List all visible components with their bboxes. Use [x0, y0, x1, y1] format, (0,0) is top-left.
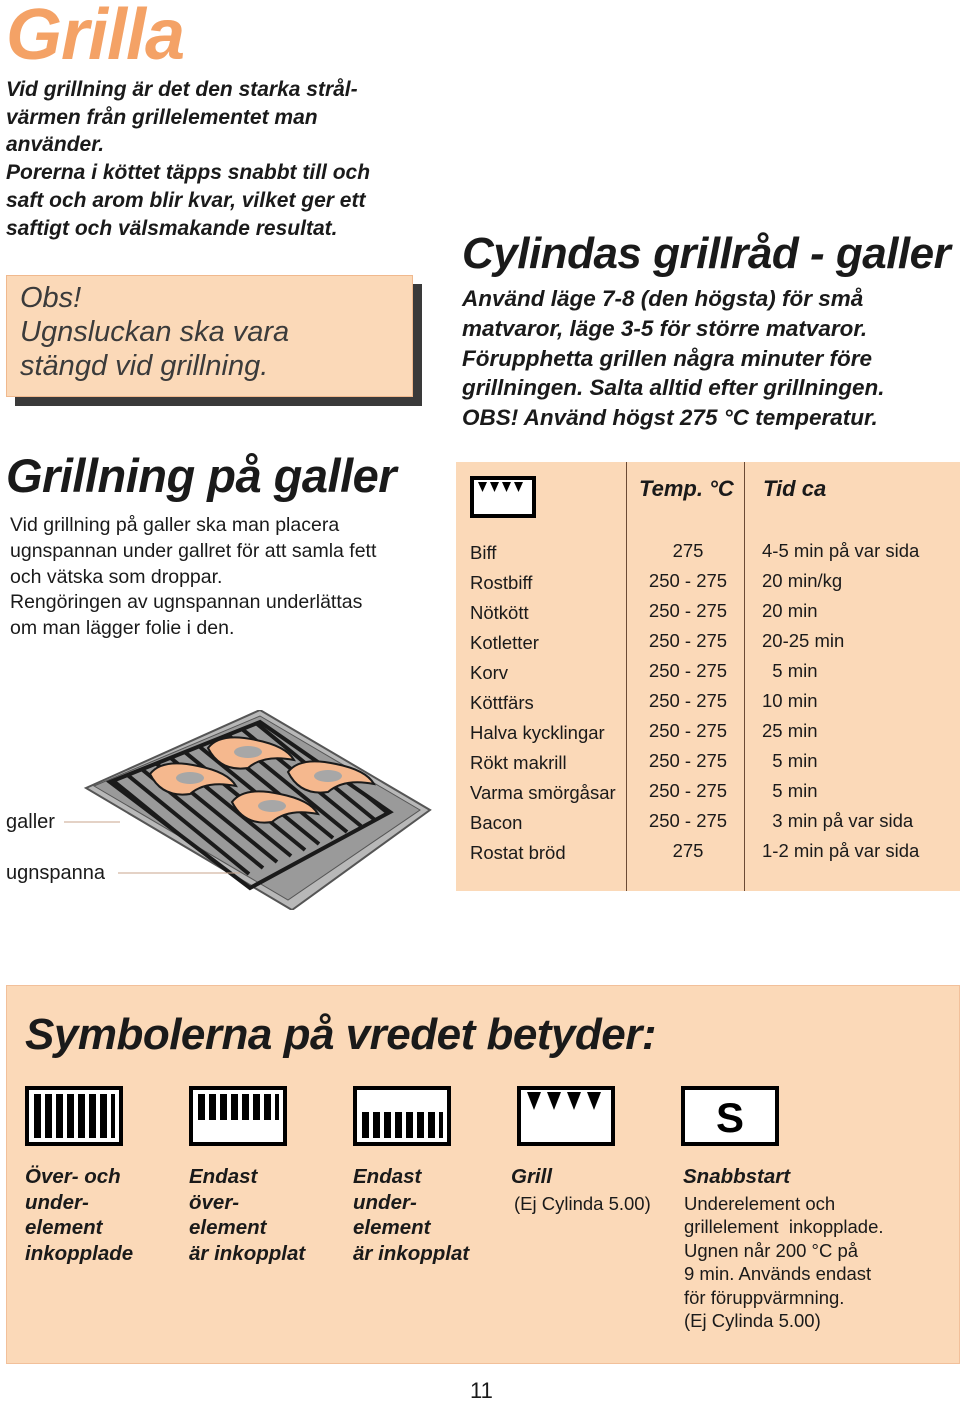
table-cell-time: 1-2 min på var sida [762, 840, 920, 861]
grill-icon [470, 476, 536, 518]
galler-line: och vätska som droppar. [10, 565, 223, 588]
table-cell-time: 20-25 min [762, 630, 845, 651]
table-cell-time: 20 min [762, 600, 818, 621]
table-cell-time: 5 min [762, 780, 818, 801]
table-cell-food: Nötkött [470, 602, 529, 623]
table-cell-food: Rökt makrill [470, 752, 567, 773]
table-cell-time: 3 min på var sida [762, 810, 914, 831]
label-ugnspanna: ugnspanna [6, 862, 105, 884]
intro-line: värmen från grillelementet man [6, 105, 318, 129]
symbol-title-line: Snabbstart [683, 1165, 791, 1188]
symbols-panel [6, 985, 960, 1364]
table-cell-food: Rostat bröd [470, 842, 566, 863]
symbol-desc-line: Ugnen når 200 °C på [684, 1239, 859, 1261]
symbol-title-line: inkopplade [25, 1241, 134, 1265]
symbol-title-line: Endast [189, 1165, 258, 1188]
table-header-temp: Temp. °C [639, 476, 734, 501]
symbol-title [189, 1164, 305, 1266]
symbol-title-line: element [353, 1216, 431, 1239]
grill-table [456, 462, 960, 891]
symbol-title [683, 1164, 790, 1190]
symbols-heading: Symbolerna på vredet betyder: [25, 1010, 657, 1059]
obs-warning-box [6, 275, 413, 397]
symbol-title-line: över- [189, 1190, 240, 1214]
obs-line: stängd vid grillning. [20, 350, 269, 382]
table-divider [626, 462, 627, 891]
cylinda-heading: Cylindas grillråd - galler [462, 229, 951, 278]
symbol-desc-line: Underelement och [684, 1193, 836, 1214]
symbol-title [353, 1164, 469, 1266]
table-cell-time: 20 min/kg [762, 570, 843, 591]
table-cell-temp: 250 - 275 [648, 780, 728, 801]
table-cell-temp: 250 - 275 [648, 660, 728, 681]
table-cell-temp: 250 - 275 [648, 600, 728, 621]
page-number: 11 [470, 1378, 493, 1403]
table-cell-food: Halva kycklingar [470, 722, 605, 743]
table-cell-temp: 250 - 275 [648, 720, 728, 741]
symbol-title-line: element [189, 1216, 267, 1239]
grill-rack-illustration [60, 710, 440, 910]
table-cell-food: Kotletter [470, 632, 539, 653]
intro-line: saftigt och välsmakande resultat. [6, 216, 338, 240]
symbol-title [25, 1164, 133, 1266]
table-cell-temp: 250 - 275 [648, 810, 728, 831]
galler-line: om man lägger folie i den. [10, 617, 235, 640]
table-cell-temp: 250 - 275 [648, 630, 728, 651]
symbol-desc-line: för föruppvärmning. [684, 1286, 845, 1308]
cylinda-line: matvaror, läge 3-5 för större matvaror. [462, 315, 868, 341]
symbol-title-line: är inkopplat [353, 1241, 470, 1265]
table-cell-time: 25 min [762, 720, 818, 741]
galler-line: ugnspannan under gallret för att samla fett [10, 539, 377, 562]
table-header-time: Tid ca [763, 476, 827, 501]
quickstart-icon [681, 1086, 779, 1146]
symbol-title [511, 1164, 552, 1190]
galler-line: Vid grillning på galler ska man placera [10, 514, 340, 536]
cylinda-line: Förupphetta grillen några minuter före [462, 345, 873, 371]
top-element-icon [189, 1086, 287, 1146]
symbol-title-line: Endast [353, 1165, 422, 1188]
symbol-title-line: under- [353, 1190, 417, 1214]
top-bottom-element-icon [25, 1086, 123, 1146]
galler-line: Rengöringen av ugnspannan underlättas [10, 591, 363, 614]
svg-text:S: S [715, 1094, 745, 1141]
intro-text [6, 76, 422, 242]
table-cell-temp: 275 [672, 840, 704, 861]
table-cell-food: Varma smörgåsar [470, 782, 616, 803]
symbol-title-line: element [25, 1216, 103, 1239]
table-cell-food: Bacon [470, 812, 523, 833]
intro-line: använder. [6, 133, 105, 157]
table-cell-food: Köttfärs [470, 692, 534, 713]
obs-line: Ugnsluckan ska vara [20, 316, 290, 348]
symbol-title-line: under- [25, 1190, 89, 1214]
symbol-description [514, 1192, 651, 1215]
intro-line: Porerna i köttet täpps snabbt till och [6, 161, 371, 185]
table-cell-temp: 250 - 275 [648, 690, 728, 711]
table-cell-temp: 250 - 275 [648, 570, 728, 591]
table-cell-temp: 275 [672, 540, 704, 561]
symbol-title-line: Över- och [25, 1165, 121, 1188]
bottom-element-icon [353, 1086, 451, 1146]
grill-icon [517, 1086, 615, 1146]
intro-line: saft och arom blir kvar, vilket ger ett [6, 188, 366, 212]
galler-heading: Grillning på galler [6, 449, 397, 502]
cylinda-line: grillningen. Salta alltid efter grillningen. [462, 375, 885, 401]
symbol-desc-line: (Ej Cylinda 5.00) [514, 1193, 651, 1214]
table-cell-time: 10 min [762, 690, 818, 711]
page-title: Grilla [6, 0, 185, 75]
symbol-desc-line: (Ej Cylinda 5.00) [684, 1310, 821, 1332]
galler-text [10, 513, 422, 642]
symbol-desc-line: grillelement inkopplade. [684, 1216, 884, 1238]
table-cell-food: Korv [470, 662, 509, 683]
symbol-title-line: är inkopplat [189, 1241, 306, 1265]
symbol-title-line: Grill [511, 1165, 553, 1188]
intro-line: Vid grillning är det den starka strål- [6, 78, 358, 101]
table-cell-temp: 250 - 275 [648, 750, 728, 771]
table-cell-time: 5 min [762, 660, 818, 681]
table-cell-time: 5 min [762, 750, 818, 771]
table-cell-time: 4-5 min på var sida [762, 540, 920, 561]
symbol-description [684, 1192, 884, 1332]
cylinda-line: OBS! Använd högst 275 °C temperatur. [462, 405, 878, 431]
table-cell-food: Biff [470, 542, 497, 563]
cylinda-line: Använd läge 7-8 (den högsta) för små [462, 286, 864, 311]
obs-line: Obs! [20, 282, 82, 314]
symbol-desc-line: 9 min. Används endast [684, 1263, 872, 1285]
table-cell-food: Rostbiff [470, 572, 533, 593]
cylinda-text [462, 284, 952, 433]
label-galler: galler [6, 811, 55, 833]
